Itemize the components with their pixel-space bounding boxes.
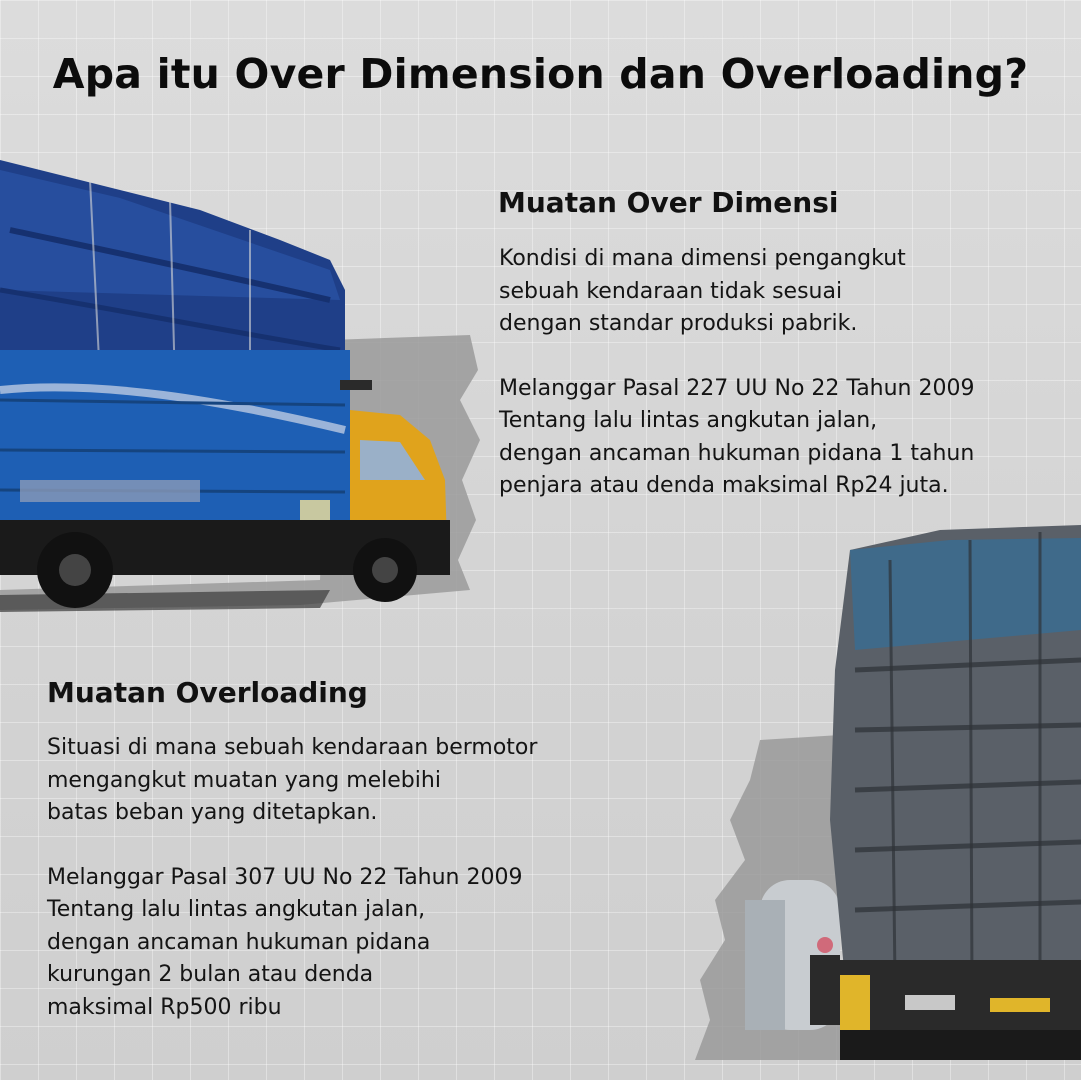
law-line: kurungan 2 bulan atau denda (47, 962, 374, 987)
law-line: dengan ancaman hukuman pidana (47, 929, 431, 955)
truck-over-dimension-photo (0, 150, 500, 620)
definition-line: sebuah kendaraan tidak sesuai (499, 278, 843, 304)
law-line: Tentang lalu lintas angkutan jalan, (499, 408, 878, 433)
truck-overloading-photo (690, 520, 1081, 1060)
definition-line: dengan standar produksi pabrik. (499, 311, 858, 336)
law-line: dengan ancaman hukuman pidana 1 tahun (499, 440, 975, 466)
law-line: Tentang lalu lintas angkutan jalan, (47, 897, 426, 922)
definition-line: Kondisi di mana dimensi pengangkut (499, 246, 906, 271)
section-heading-overloading: Muatan Overloading (47, 676, 368, 709)
section-body-over-dimensi (499, 243, 974, 503)
definition-line: batas beban yang ditetapkan. (47, 800, 378, 825)
law-line: Melanggar Pasal 307 UU No 22 Tahun 2009 (47, 864, 523, 890)
law-line: Melanggar Pasal 227 UU No 22 Tahun 2009 (499, 375, 975, 401)
law-line: penjara atau denda maksimal Rp24 juta. (499, 473, 949, 498)
page-title: Apa itu Over Dimension dan Overloading? (52, 50, 1029, 98)
law-line: maksimal Rp500 ribu (47, 994, 282, 1020)
definition-line: mengangkut muatan yang melebihi (47, 767, 441, 793)
section-heading-over-dimensi: Muatan Over Dimensi (498, 186, 839, 219)
section-body-overloading (47, 732, 537, 1024)
definition-line: Situasi di mana sebuah kendaraan bermotor (47, 735, 538, 760)
